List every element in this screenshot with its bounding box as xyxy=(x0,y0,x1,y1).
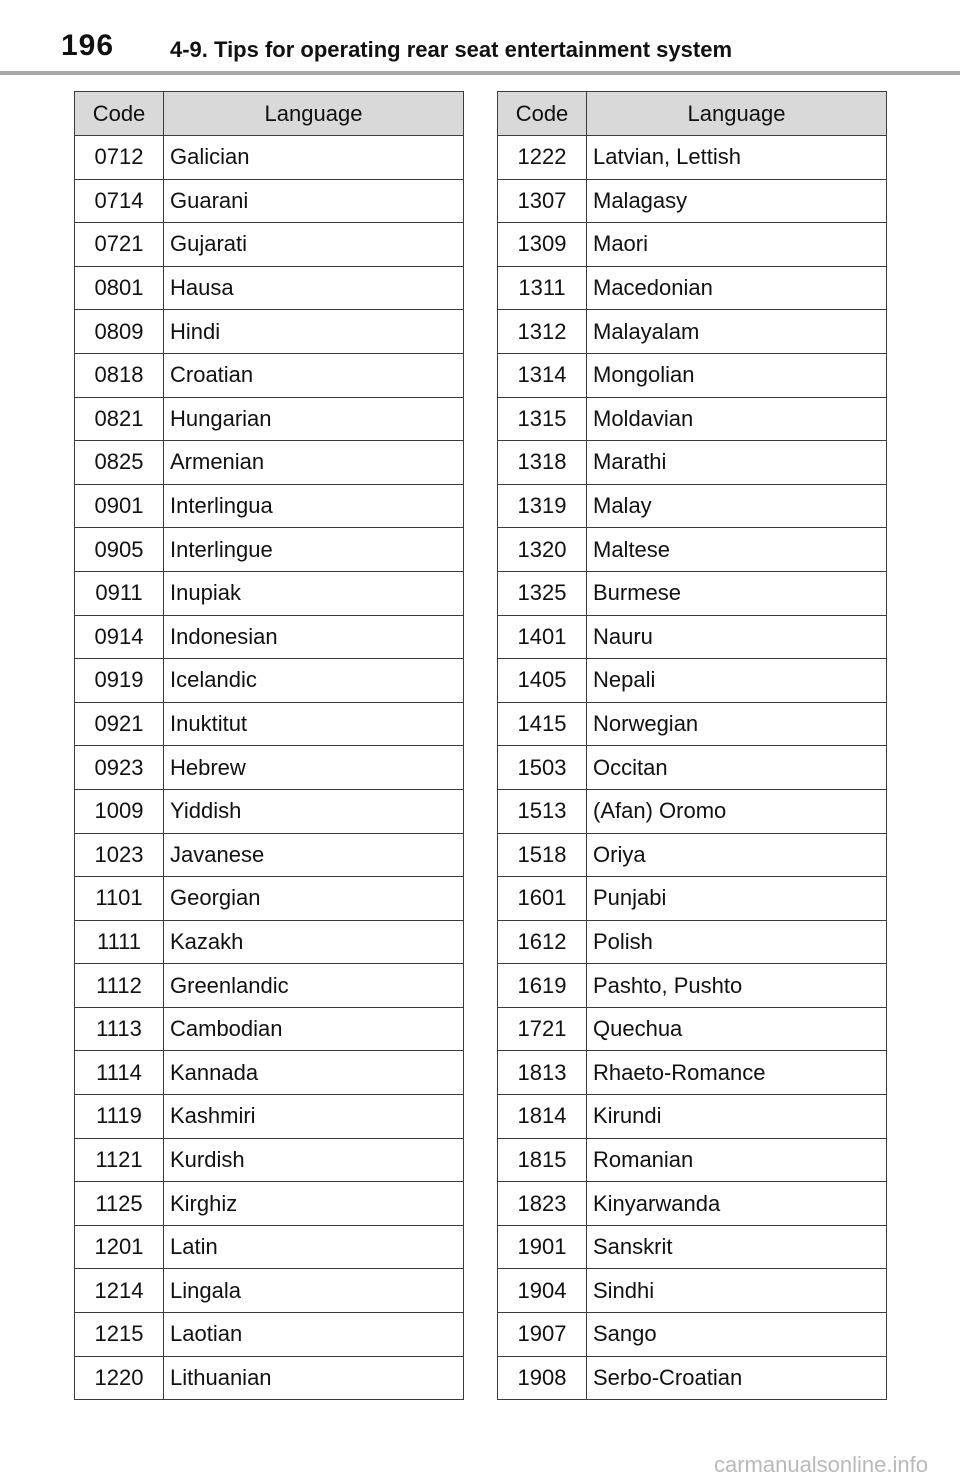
language-code-cell: 1612 xyxy=(498,920,587,964)
table-row xyxy=(75,528,464,572)
language-code-cell: 1222 xyxy=(498,136,587,180)
table-row xyxy=(498,1182,887,1226)
language-name-cell: Hausa xyxy=(164,266,464,310)
language-name-cell: Occitan xyxy=(587,746,887,790)
language-code-cell: 1312 xyxy=(498,310,587,354)
language-code-cell: 1814 xyxy=(498,1095,587,1139)
table-row xyxy=(498,136,887,180)
column-header-language: Language xyxy=(164,92,464,136)
table-row xyxy=(498,1269,887,1313)
language-code-cell: 1601 xyxy=(498,877,587,921)
language-name-cell: Inuktitut xyxy=(164,702,464,746)
language-code-cell: 1201 xyxy=(75,1225,164,1269)
column-header-language: Language xyxy=(587,92,887,136)
table-row xyxy=(498,746,887,790)
language-code-cell: 0905 xyxy=(75,528,164,572)
table-row xyxy=(498,1007,887,1051)
language-name-cell: Maori xyxy=(587,223,887,267)
language-name-cell: Serbo-Croatian xyxy=(587,1356,887,1400)
language-name-cell: Oriya xyxy=(587,833,887,877)
table-row xyxy=(75,1269,464,1313)
language-code-cell: 1721 xyxy=(498,1007,587,1051)
language-name-cell: Interlingua xyxy=(164,484,464,528)
table-row xyxy=(75,136,464,180)
language-code-cell: 1401 xyxy=(498,615,587,659)
table-row xyxy=(75,179,464,223)
language-name-cell: Interlingue xyxy=(164,528,464,572)
language-code-cell: 1113 xyxy=(75,1007,164,1051)
language-code-cell: 1315 xyxy=(498,397,587,441)
language-name-cell: Kannada xyxy=(164,1051,464,1095)
language-code-cell: 1114 xyxy=(75,1051,164,1095)
language-code-cell: 0809 xyxy=(75,310,164,354)
watermark: carmanualsonline.info xyxy=(713,1452,928,1477)
language-code-cell: 0901 xyxy=(75,484,164,528)
language-name-cell: (Afan) Oromo xyxy=(587,789,887,833)
table-row xyxy=(75,877,464,921)
table-row xyxy=(75,353,464,397)
language-code-cell: 0714 xyxy=(75,179,164,223)
language-name-cell: Latin xyxy=(164,1225,464,1269)
language-code-cell: 1907 xyxy=(498,1313,587,1357)
language-code-cell: 1518 xyxy=(498,833,587,877)
table-row xyxy=(75,1051,464,1095)
language-name-cell: Moldavian xyxy=(587,397,887,441)
language-name-cell: Icelandic xyxy=(164,659,464,703)
language-name-cell: Gujarati xyxy=(164,223,464,267)
table-row xyxy=(75,266,464,310)
page-number: 196 xyxy=(61,29,115,62)
language-name-cell: Kurdish xyxy=(164,1138,464,1182)
language-code-cell: 0818 xyxy=(75,353,164,397)
table-row xyxy=(75,484,464,528)
language-name-cell: Hebrew xyxy=(164,746,464,790)
language-name-cell: Croatian xyxy=(164,353,464,397)
language-code-cell: 1119 xyxy=(75,1095,164,1139)
language-code-cell: 1319 xyxy=(498,484,587,528)
language-name-cell: Latvian, Lettish xyxy=(587,136,887,180)
language-name-cell: Kirghiz xyxy=(164,1182,464,1226)
table-row xyxy=(498,1051,887,1095)
language-code-cell: 0721 xyxy=(75,223,164,267)
language-name-cell: Malagasy xyxy=(587,179,887,223)
language-code-cell: 1815 xyxy=(498,1138,587,1182)
table-row xyxy=(498,1095,887,1139)
table-row xyxy=(75,1138,464,1182)
column-header-code: Code xyxy=(498,92,587,136)
table-row xyxy=(498,484,887,528)
table-row xyxy=(75,1007,464,1051)
language-name-cell: Polish xyxy=(587,920,887,964)
language-name-cell: Marathi xyxy=(587,441,887,485)
language-code-cell: 1823 xyxy=(498,1182,587,1226)
table-header-row xyxy=(498,92,887,136)
language-code-cell: 0921 xyxy=(75,702,164,746)
table-row xyxy=(498,441,887,485)
table-row xyxy=(75,1313,464,1357)
language-code-cell: 1311 xyxy=(498,266,587,310)
language-code-cell: 1125 xyxy=(75,1182,164,1226)
language-name-cell: Malayalam xyxy=(587,310,887,354)
table-row xyxy=(75,789,464,833)
language-name-cell: Sango xyxy=(587,1313,887,1357)
language-name-cell: Mongolian xyxy=(587,353,887,397)
language-code-cell: 1415 xyxy=(498,702,587,746)
table-row xyxy=(498,1138,887,1182)
language-code-cell: 1813 xyxy=(498,1051,587,1095)
language-code-table-right xyxy=(497,91,887,1400)
table-row xyxy=(498,659,887,703)
column-header-code: Code xyxy=(75,92,164,136)
language-code-cell: 1901 xyxy=(498,1225,587,1269)
table-body xyxy=(75,136,464,1400)
table-row xyxy=(498,615,887,659)
language-name-cell: Maltese xyxy=(587,528,887,572)
table-row xyxy=(75,615,464,659)
language-code-cell: 0821 xyxy=(75,397,164,441)
table-row xyxy=(75,1095,464,1139)
table-row xyxy=(498,964,887,1008)
table-row xyxy=(75,441,464,485)
header-divider xyxy=(0,71,960,75)
language-name-cell: Hungarian xyxy=(164,397,464,441)
language-name-cell: Indonesian xyxy=(164,615,464,659)
table-row xyxy=(498,179,887,223)
language-name-cell: Cambodian xyxy=(164,1007,464,1051)
language-name-cell: Galician xyxy=(164,136,464,180)
language-code-cell: 1215 xyxy=(75,1313,164,1357)
table-row xyxy=(498,1313,887,1357)
language-name-cell: Nepali xyxy=(587,659,887,703)
language-name-cell: Kirundi xyxy=(587,1095,887,1139)
table-row xyxy=(498,877,887,921)
table-row xyxy=(498,1356,887,1400)
language-name-cell: Kazakh xyxy=(164,920,464,964)
language-name-cell: Inupiak xyxy=(164,571,464,615)
table-row xyxy=(498,702,887,746)
table-row xyxy=(75,659,464,703)
language-name-cell: Punjabi xyxy=(587,877,887,921)
language-code-cell: 1121 xyxy=(75,1138,164,1182)
table-header-row xyxy=(75,92,464,136)
language-name-cell: Yiddish xyxy=(164,789,464,833)
language-code-cell: 1904 xyxy=(498,1269,587,1313)
language-code-cell: 1111 xyxy=(75,920,164,964)
language-code-cell: 1320 xyxy=(498,528,587,572)
language-code-cell: 1220 xyxy=(75,1356,164,1400)
language-code-cell: 1513 xyxy=(498,789,587,833)
table-row xyxy=(75,223,464,267)
language-code-cell: 1023 xyxy=(75,833,164,877)
table-row xyxy=(498,266,887,310)
table-row xyxy=(498,528,887,572)
language-code-cell: 0919 xyxy=(75,659,164,703)
table-row xyxy=(75,1225,464,1269)
language-name-cell: Malay xyxy=(587,484,887,528)
table-row xyxy=(75,1182,464,1226)
language-code-cell: 1325 xyxy=(498,571,587,615)
table-body xyxy=(498,136,887,1400)
table-row xyxy=(498,833,887,877)
language-name-cell: Pashto, Pushto xyxy=(587,964,887,1008)
language-name-cell: Javanese xyxy=(164,833,464,877)
language-name-cell: Quechua xyxy=(587,1007,887,1051)
language-code-cell: 1908 xyxy=(498,1356,587,1400)
language-code-cell: 1112 xyxy=(75,964,164,1008)
table-row xyxy=(75,964,464,1008)
page-header xyxy=(0,0,960,76)
table-row xyxy=(498,310,887,354)
language-code-cell: 1314 xyxy=(498,353,587,397)
language-name-cell: Greenlandic xyxy=(164,964,464,1008)
language-code-cell: 0825 xyxy=(75,441,164,485)
table-row xyxy=(75,920,464,964)
language-name-cell: Lithuanian xyxy=(164,1356,464,1400)
table-row xyxy=(75,397,464,441)
language-code-cell: 0712 xyxy=(75,136,164,180)
language-name-cell: Guarani xyxy=(164,179,464,223)
language-code-cell: 1405 xyxy=(498,659,587,703)
language-name-cell: Armenian xyxy=(164,441,464,485)
language-code-cell: 1214 xyxy=(75,1269,164,1313)
language-code-cell: 0801 xyxy=(75,266,164,310)
language-code-cell: 1009 xyxy=(75,789,164,833)
table-row xyxy=(498,353,887,397)
language-name-cell: Burmese xyxy=(587,571,887,615)
language-code-cell: 1307 xyxy=(498,179,587,223)
language-name-cell: Hindi xyxy=(164,310,464,354)
language-name-cell: Kinyarwanda xyxy=(587,1182,887,1226)
language-name-cell: Sindhi xyxy=(587,1269,887,1313)
language-code-cell: 1309 xyxy=(498,223,587,267)
language-name-cell: Laotian xyxy=(164,1313,464,1357)
language-name-cell: Romanian xyxy=(587,1138,887,1182)
language-code-cell: 1101 xyxy=(75,877,164,921)
language-name-cell: Georgian xyxy=(164,877,464,921)
language-name-cell: Rhaeto-Romance xyxy=(587,1051,887,1095)
language-code-table-left xyxy=(74,91,464,1400)
table-row xyxy=(498,920,887,964)
language-name-cell: Nauru xyxy=(587,615,887,659)
table-row xyxy=(498,397,887,441)
language-code-cell: 1619 xyxy=(498,964,587,1008)
section-title: 4-9. Tips for operating rear seat entertainment system xyxy=(170,37,732,62)
table-row xyxy=(75,310,464,354)
language-name-cell: Norwegian xyxy=(587,702,887,746)
language-name-cell: Macedonian xyxy=(587,266,887,310)
language-code-cell: 1503 xyxy=(498,746,587,790)
language-code-cell: 0914 xyxy=(75,615,164,659)
language-code-cell: 0923 xyxy=(75,746,164,790)
table-row xyxy=(498,223,887,267)
table-row xyxy=(75,571,464,615)
language-code-cell: 0911 xyxy=(75,571,164,615)
table-row xyxy=(498,571,887,615)
language-name-cell: Lingala xyxy=(164,1269,464,1313)
table-row xyxy=(498,789,887,833)
language-name-cell: Sanskrit xyxy=(587,1225,887,1269)
table-row xyxy=(75,833,464,877)
table-row xyxy=(75,1356,464,1400)
table-row xyxy=(75,702,464,746)
table-row xyxy=(498,1225,887,1269)
table-row xyxy=(75,746,464,790)
language-code-cell: 1318 xyxy=(498,441,587,485)
language-name-cell: Kashmiri xyxy=(164,1095,464,1139)
